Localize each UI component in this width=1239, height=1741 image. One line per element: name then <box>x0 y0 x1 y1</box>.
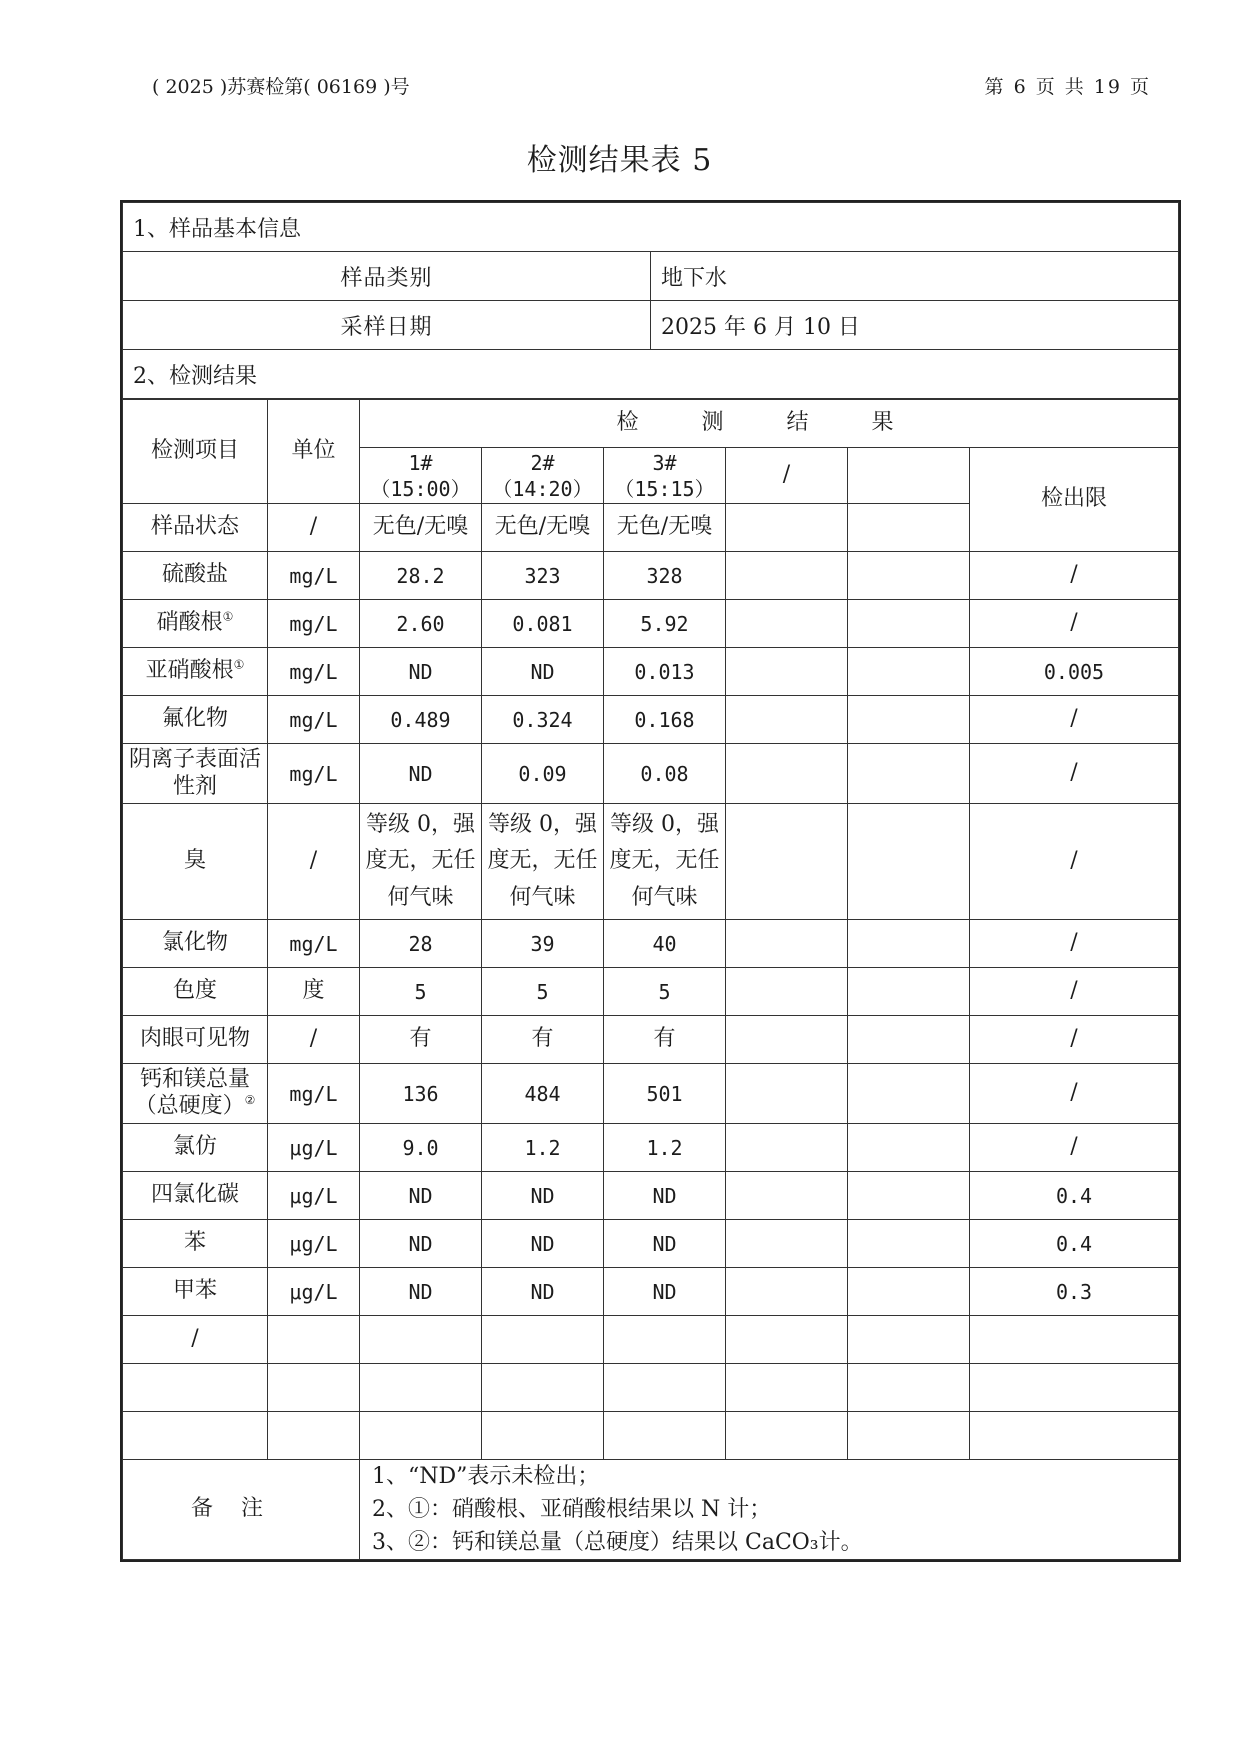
table-row <box>123 696 1179 744</box>
empty-cell <box>726 920 848 968</box>
table-row <box>123 1316 1179 1364</box>
table-row <box>123 648 1179 696</box>
empty-cell <box>123 1412 268 1460</box>
limit-cell: 0.005 <box>970 648 1179 696</box>
empty-cell <box>726 1268 848 1316</box>
value-cell: 等级 0，强度无，无任何气味 <box>604 804 726 920</box>
empty-cell <box>726 968 848 1016</box>
item-name <box>123 648 268 696</box>
item-name-text: 亚硝酸根 <box>145 658 234 684</box>
table-row <box>123 804 1179 920</box>
empty-cell <box>848 968 970 1016</box>
value-cell: 136 <box>360 1064 482 1124</box>
item-name <box>123 600 268 648</box>
empty-cell <box>268 1364 360 1412</box>
value-cell: 0.168 <box>604 696 726 744</box>
item-name: 样品状态 <box>123 504 268 552</box>
table-row <box>123 968 1179 1016</box>
item-name: 臭 <box>123 804 268 920</box>
value-cell: ND <box>604 1220 726 1268</box>
value-cell: 0.013 <box>604 648 726 696</box>
empty-cell <box>726 1016 848 1064</box>
col-header-item: 检测项目 <box>123 400 268 504</box>
empty-cell <box>848 1220 970 1268</box>
results-table <box>122 399 1179 1560</box>
limit-cell: 0.4 <box>970 1220 1179 1268</box>
item-name: 肉眼可见物 <box>123 1016 268 1064</box>
value-cell: 0.08 <box>604 744 726 804</box>
value-cell: 1.2 <box>604 1124 726 1172</box>
table-row <box>123 1124 1179 1172</box>
page-number: 第 6 页 共 19 页 <box>984 76 1151 98</box>
value-cell: ND <box>604 1268 726 1316</box>
table-row <box>123 1016 1179 1064</box>
sample-header <box>604 448 726 504</box>
footnote-marker: ① <box>233 657 245 672</box>
unit-cell: mg/L <box>268 696 360 744</box>
value-cell: ND <box>482 1268 604 1316</box>
empty-cell <box>604 1316 726 1364</box>
empty-cell <box>848 1364 970 1412</box>
table-row <box>123 1220 1179 1268</box>
empty-cell <box>726 1064 848 1124</box>
value-cell: 等级 0，强度无，无任何气味 <box>360 804 482 920</box>
unit-cell: mg/L <box>268 600 360 648</box>
empty-cell <box>726 1172 848 1220</box>
value-cell: 无色/无嗅 <box>604 504 726 552</box>
item-name-text: 钙和镁总量（总硬度） <box>134 1066 250 1119</box>
value-cell: ND <box>604 1172 726 1220</box>
value-cell: ND <box>360 1220 482 1268</box>
info-value: 2025 年 6 月 10 日 <box>651 301 1179 350</box>
limit-cell: / <box>970 552 1179 600</box>
empty-cell <box>268 1316 360 1364</box>
empty-cell <box>360 1364 482 1412</box>
info-row <box>123 252 1179 301</box>
limit-cell: / <box>970 804 1179 920</box>
value-cell: 5 <box>482 968 604 1016</box>
sample-header-extra: / <box>726 448 848 504</box>
value-cell: 0.081 <box>482 600 604 648</box>
value-cell: 501 <box>604 1064 726 1124</box>
sample-id: 1# <box>408 450 433 475</box>
item-name-text: 硝酸根 <box>156 610 223 636</box>
value-cell: ND <box>482 1220 604 1268</box>
value-cell: 40 <box>604 920 726 968</box>
limit-cell: / <box>970 1016 1179 1064</box>
unit-cell: μg/L <box>268 1172 360 1220</box>
remarks-notes <box>360 1460 1179 1560</box>
value-cell: 等级 0，强度无，无任何气味 <box>482 804 604 920</box>
limit-cell: / <box>970 744 1179 804</box>
empty-cell <box>848 1316 970 1364</box>
empty-cell <box>726 1220 848 1268</box>
value-cell: 328 <box>604 552 726 600</box>
limit-cell: / <box>970 600 1179 648</box>
remark-note: 3、②：钙和镁总量（总硬度）结果以 CaCO₃计。 <box>372 1530 863 1555</box>
unit-cell: μg/L <box>268 1220 360 1268</box>
empty-cell <box>726 600 848 648</box>
item-name <box>123 1064 268 1124</box>
empty-cell <box>726 648 848 696</box>
limit-cell: / <box>970 1124 1179 1172</box>
empty-cell <box>726 1124 848 1172</box>
info-label: 样品类别 <box>123 252 651 301</box>
value-cell: 有 <box>482 1016 604 1064</box>
unit-cell: mg/L <box>268 1064 360 1124</box>
remark-note: 1、“ND”表示未检出； <box>372 1464 600 1489</box>
col-header-results: 检 测 结 果 <box>360 400 1179 448</box>
value-cell: 323 <box>482 552 604 600</box>
empty-cell <box>970 1316 1179 1364</box>
value-cell: ND <box>482 1172 604 1220</box>
empty-cell <box>726 552 848 600</box>
empty-cell <box>848 504 970 552</box>
unit-cell: mg/L <box>268 648 360 696</box>
empty-cell <box>268 1412 360 1460</box>
value-cell: ND <box>360 744 482 804</box>
empty-cell <box>123 1364 268 1412</box>
empty-cell <box>726 804 848 920</box>
empty-cell <box>848 920 970 968</box>
value-cell: 有 <box>360 1016 482 1064</box>
item-name: 四氯化碳 <box>123 1172 268 1220</box>
table-row <box>123 920 1179 968</box>
table-row <box>123 552 1179 600</box>
sample-id: 2# <box>530 450 555 475</box>
report-number: ( 2025 )苏赛检第( 06169 )号 <box>152 76 410 98</box>
value-cell: 0.09 <box>482 744 604 804</box>
table-row <box>123 1064 1179 1124</box>
empty-cell <box>848 1412 970 1460</box>
value-cell: 5.92 <box>604 600 726 648</box>
empty-cell <box>848 1268 970 1316</box>
unit-cell: / <box>268 804 360 920</box>
limit-cell: / <box>970 968 1179 1016</box>
value-cell: ND <box>360 1172 482 1220</box>
value-cell: 无色/无嗅 <box>482 504 604 552</box>
table-row <box>123 1412 1179 1460</box>
table-row <box>123 744 1179 804</box>
limit-cell: / <box>970 920 1179 968</box>
value-cell: 1.2 <box>482 1124 604 1172</box>
report-container <box>120 200 1181 1562</box>
item-name: 苯 <box>123 1220 268 1268</box>
empty-cell <box>848 552 970 600</box>
item-name: 阴离子表面活性剂 <box>123 744 268 804</box>
item-name: 氟化物 <box>123 696 268 744</box>
info-row <box>123 301 1179 350</box>
empty-cell <box>360 1316 482 1364</box>
item-name: 甲苯 <box>123 1268 268 1316</box>
value-cell: 5 <box>360 968 482 1016</box>
value-cell: 2.60 <box>360 600 482 648</box>
empty-cell <box>482 1316 604 1364</box>
empty-cell <box>848 1172 970 1220</box>
value-cell: 39 <box>482 920 604 968</box>
page-title: 检测结果表 5 <box>526 143 713 178</box>
empty-cell <box>848 1016 970 1064</box>
info-value: 地下水 <box>651 252 1179 301</box>
value-cell: 9.0 <box>360 1124 482 1172</box>
value-cell: 28 <box>360 920 482 968</box>
unit-cell: μg/L <box>268 1124 360 1172</box>
empty-cell <box>726 696 848 744</box>
limit-cell: / <box>970 696 1179 744</box>
item-name: 色度 <box>123 968 268 1016</box>
empty-cell <box>848 804 970 920</box>
empty-cell <box>360 1412 482 1460</box>
sample-id: 3# <box>652 450 677 475</box>
value-cell: 5 <box>604 968 726 1016</box>
limit-cell: / <box>970 1064 1179 1124</box>
unit-cell: mg/L <box>268 744 360 804</box>
empty-cell <box>970 1412 1179 1460</box>
empty-cell <box>970 1364 1179 1412</box>
limit-cell: 0.3 <box>970 1268 1179 1316</box>
empty-cell <box>726 1316 848 1364</box>
value-cell: 0.489 <box>360 696 482 744</box>
sample-header <box>360 448 482 504</box>
sample-header <box>482 448 604 504</box>
empty-cell <box>726 1412 848 1460</box>
value-cell: 28.2 <box>360 552 482 600</box>
remark-note: 2、①：硝酸根、亚硝酸根结果以 N 计； <box>372 1497 772 1522</box>
empty-cell <box>848 1124 970 1172</box>
remarks-label: 备注 <box>123 1460 360 1560</box>
item-name: 氯仿 <box>123 1124 268 1172</box>
empty-cell <box>848 648 970 696</box>
value-cell: 0.324 <box>482 696 604 744</box>
limit-cell: 0.4 <box>970 1172 1179 1220</box>
section1-heading: 1、样品基本信息 <box>123 203 1179 252</box>
value-cell: ND <box>482 648 604 696</box>
empty-cell <box>604 1364 726 1412</box>
empty-cell <box>482 1364 604 1412</box>
sample-time: （15:15） <box>614 476 715 501</box>
value-cell: 无色/无嗅 <box>360 504 482 552</box>
item-name: 硫酸盐 <box>123 552 268 600</box>
empty-cell <box>726 504 848 552</box>
col-header-limit: 检出限 <box>970 448 1179 552</box>
value-cell: 484 <box>482 1064 604 1124</box>
empty-cell <box>848 744 970 804</box>
unit-cell: / <box>268 504 360 552</box>
value-cell: ND <box>360 648 482 696</box>
unit-cell: 度 <box>268 968 360 1016</box>
item-name: 氯化物 <box>123 920 268 968</box>
table-row <box>123 1172 1179 1220</box>
sample-info-table <box>122 202 1179 399</box>
sample-time: （15:00） <box>370 476 471 501</box>
empty-cell <box>848 1064 970 1124</box>
col-header-unit: 单位 <box>268 400 360 504</box>
empty-cell <box>482 1412 604 1460</box>
value-cell: ND <box>360 1268 482 1316</box>
empty-cell <box>604 1412 726 1460</box>
item-name: / <box>123 1316 268 1364</box>
info-label: 采样日期 <box>123 301 651 350</box>
footnote-marker: ① <box>222 609 234 624</box>
empty-cell <box>726 744 848 804</box>
empty-cell <box>726 1364 848 1412</box>
value-cell: 有 <box>604 1016 726 1064</box>
unit-cell: μg/L <box>268 1268 360 1316</box>
sample-time: （14:20） <box>492 476 593 501</box>
unit-cell: mg/L <box>268 552 360 600</box>
empty-cell <box>848 600 970 648</box>
sample-header-empty <box>848 448 970 504</box>
footnote-marker: ② <box>244 1093 256 1108</box>
section2-heading: 2、检测结果 <box>123 350 1179 399</box>
table-row <box>123 600 1179 648</box>
unit-cell: mg/L <box>268 920 360 968</box>
table-row <box>123 1364 1179 1412</box>
empty-cell <box>848 696 970 744</box>
remarks-row <box>123 1460 1179 1560</box>
unit-cell: / <box>268 1016 360 1064</box>
table-row <box>123 1268 1179 1316</box>
